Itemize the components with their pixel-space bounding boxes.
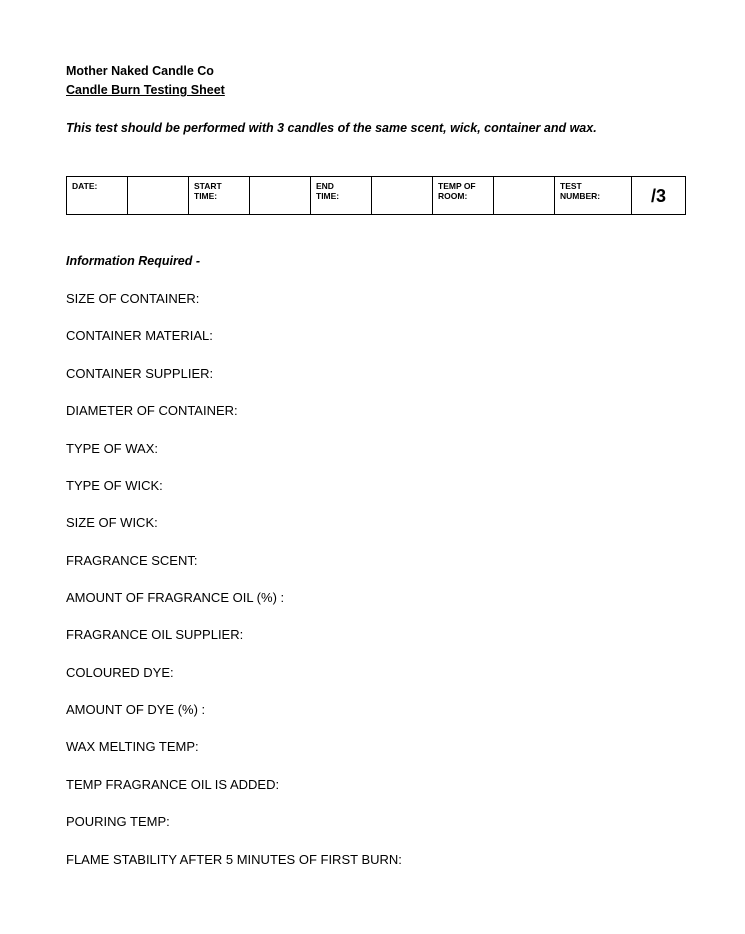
- field-type-of-wick: TYPE OF WICK:: [66, 478, 163, 493]
- field-flame-stability: FLAME STABILITY AFTER 5 MINUTES OF FIRST BURN:: [66, 852, 402, 867]
- test-number-label: TEST NUMBER:: [555, 177, 632, 215]
- field-fragrance-oil-supplier: FRAGRANCE OIL SUPPLIER:: [66, 627, 244, 642]
- instruction-text: This test should be performed with 3 candles of the same scent, wick, container and wax.: [66, 121, 597, 135]
- field-wax-melting-temp: WAX MELTING TEMP:: [66, 739, 199, 754]
- field-amount-of-dye: AMOUNT OF DYE (%) :: [66, 702, 206, 717]
- date-label: DATE:: [67, 177, 128, 215]
- field-type-of-wax: TYPE OF WAX:: [66, 441, 158, 456]
- field-diameter-of-container: DIAMETER OF CONTAINER:: [66, 403, 238, 418]
- field-size-of-wick: SIZE OF WICK:: [66, 515, 158, 530]
- field-fragrance-scent: FRAGRANCE SCENT:: [66, 553, 198, 568]
- room-temp-label: TEMP OF ROOM:: [433, 177, 494, 215]
- field-pouring-temp: POURING TEMP:: [66, 814, 170, 829]
- room-temp-field[interactable]: [494, 177, 555, 215]
- start-time-label: START TIME:: [189, 177, 250, 215]
- end-time-label: END TIME:: [311, 177, 372, 215]
- test-details-table: [66, 176, 686, 215]
- date-field[interactable]: [128, 177, 189, 215]
- field-size-of-container: SIZE OF CONTAINER:: [66, 291, 200, 306]
- field-temp-fragrance-oil-added: TEMP FRAGRANCE OIL IS ADDED:: [66, 777, 280, 792]
- test-number-value[interactable]: /3: [632, 177, 686, 215]
- company-name: Mother Naked Candle Co: [66, 64, 214, 78]
- field-coloured-dye: COLOURED DYE:: [66, 665, 174, 680]
- info-heading: Information Required -: [66, 254, 201, 268]
- field-container-supplier: CONTAINER SUPPLIER:: [66, 366, 214, 381]
- field-container-material: CONTAINER MATERIAL:: [66, 328, 213, 343]
- field-amount-of-fragrance-oil: AMOUNT OF FRAGRANCE OIL (%) :: [66, 590, 285, 605]
- start-time-field[interactable]: [250, 177, 311, 215]
- end-time-field[interactable]: [372, 177, 433, 215]
- sheet-title: Candle Burn Testing Sheet: [66, 83, 225, 97]
